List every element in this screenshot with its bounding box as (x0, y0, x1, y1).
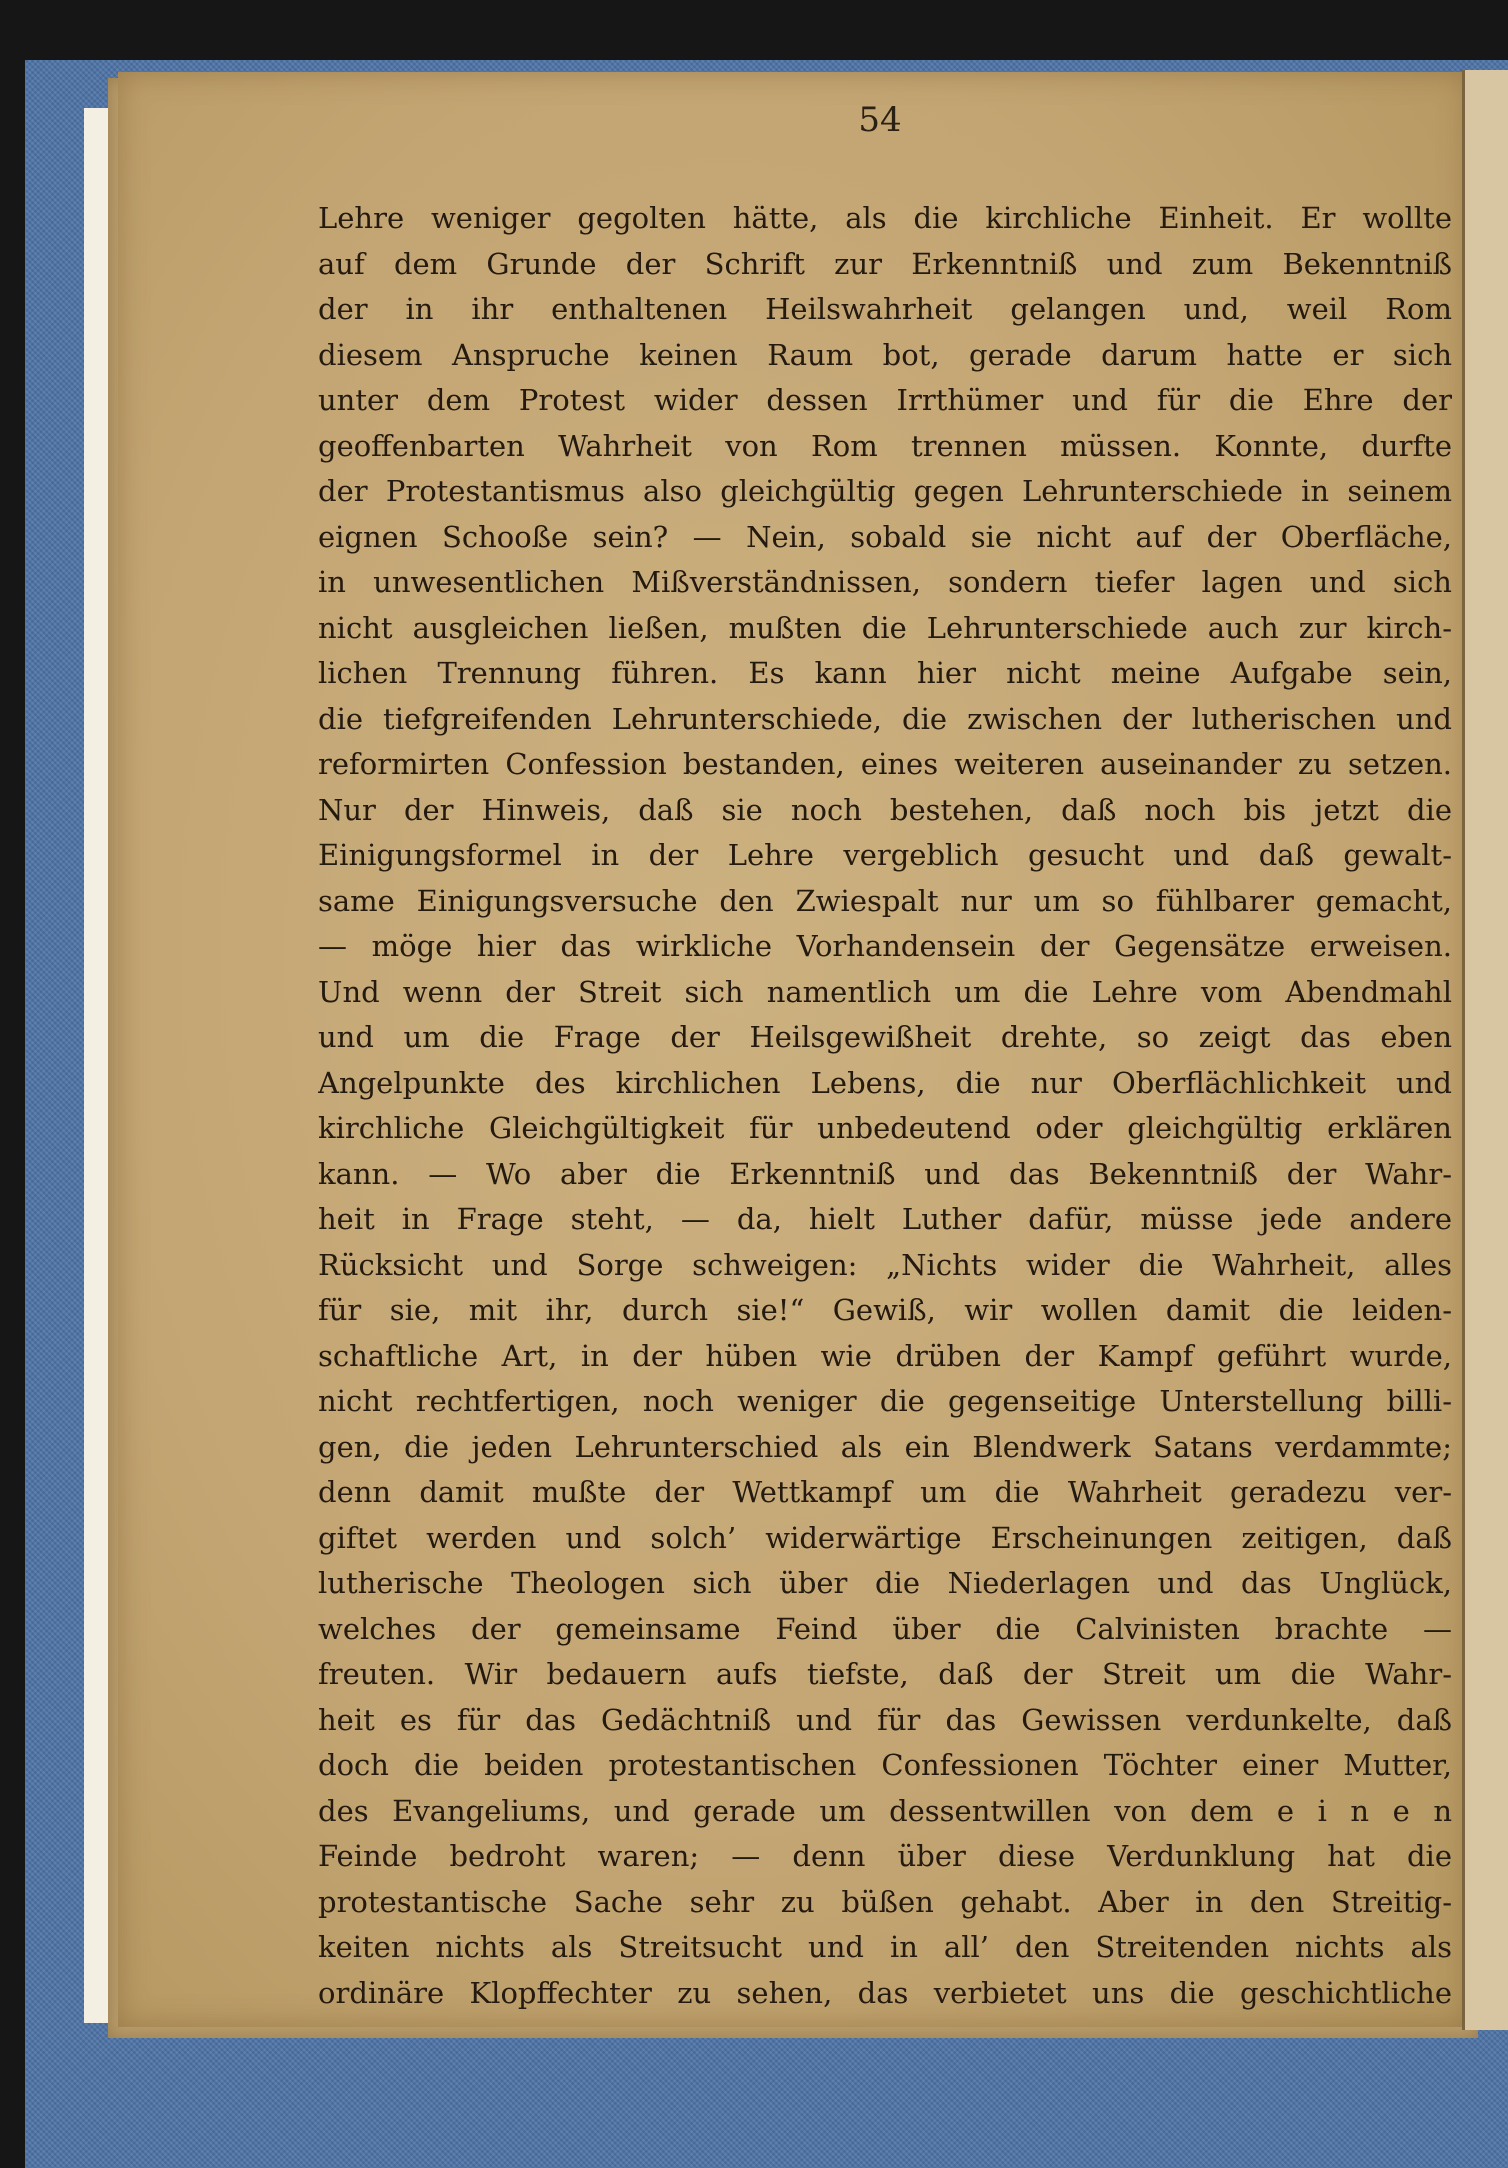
text-line: heit in Frage steht, — da, hielt Luther dafür, müsse jede andere (318, 1202, 1452, 1236)
text-line: — möge hier das wirkliche Vorhandensein der Gegensätze erweisen. (318, 929, 1452, 963)
text-line: Und wenn der Streit sich namentlich um die Lehre vom Abendmahl (318, 974, 1452, 1009)
text-line: Rücksicht und Sorge schweigen: „Nichts wider die Wahrheit, alles (318, 1247, 1452, 1282)
text-line: auf dem Grunde der Schrift zur Erkenntniß und zum Bekenntniß (318, 246, 1452, 281)
facing-page-edge (1462, 70, 1508, 2030)
body-text (318, 196, 1452, 2016)
text-line: der in ihr enthaltenen Heilswahrheit gelangen und, weil Rom (318, 292, 1452, 326)
text-line: same Einigungsversuche den Zwiespalt nur um so fühlbarer gemacht, (318, 883, 1452, 918)
text-line: welches der gemeinsame Feind über die Calvinisten brachte — (318, 1611, 1452, 1646)
text-line: eignen Schooße sein? — Nein, sobald sie nicht auf der Oberfläche, (318, 519, 1452, 554)
text-line: protestantische Sache sehr zu büßen gehabt. Aber in den Streitig- (318, 1884, 1452, 1919)
text-line: reformirten Confession bestanden, eines weiteren auseinander zu setzen. (318, 747, 1452, 781)
text-line: Angelpunkte des kirchlichen Lebens, die nur Oberflächlichkeit und (318, 1065, 1452, 1100)
text-line: giftet werden und solch’ widerwärtige Erscheinungen zeitigen, daß (318, 1520, 1452, 1555)
text-line: gen, die jeden Lehrunterschied als ein Blendwerk Satans verdammte; (318, 1429, 1452, 1464)
text-line: freuten. Wir bedauern aufs tiefste, daß der Streit um die Wahr- (318, 1657, 1452, 1691)
text-line: und um die Frage der Heilsgewißheit drehte, so zeigt das eben (318, 1020, 1452, 1054)
text-line: kann. — Wo aber die Erkenntniß und das Bekenntniß der Wahr- (318, 1156, 1452, 1191)
text-line: geoffenbarten Wahrheit von Rom trennen müssen. Konnte, durfte (318, 428, 1452, 463)
text-line: denn damit mußte der Wettkampf um die Wahrheit geradezu ver- (318, 1475, 1452, 1509)
text-line: heit es für das Gedächtniß und für das Gewissen verdunkelte, daß (318, 1702, 1452, 1737)
text-line: diesem Anspruche keinen Raum bot, gerade darum hatte er sich (318, 337, 1452, 372)
text-line: kirchliche Gleichgültigkeit für unbedeutend oder gleichgültig erklären (318, 1111, 1452, 1145)
text-line: Feinde bedroht waren; — denn über diese Verdunklung hat die (318, 1839, 1452, 1873)
text-line: in unwesentlichen Mißverständnissen, sondern tiefer lagen und sich (318, 565, 1452, 599)
text-line: unter dem Protest wider dessen Irrthümer und für die Ehre der (318, 383, 1452, 417)
text-line: keiten nichts als Streitsucht und in all’ den Streitenden nichts als (318, 1930, 1452, 1964)
text-line: lichen Trennung führen. Es kann hier nicht meine Aufgabe sein, (318, 656, 1452, 690)
text-line: Nur der Hinweis, daß sie noch bestehen, daß noch bis jetzt die (318, 792, 1452, 827)
text-line: der Protestantismus also gleichgültig gegen Lehrunterschiede in seinem (318, 474, 1452, 508)
text-line: Lehre weniger gegolten hätte, als die kirchliche Einheit. Er wollte (318, 201, 1452, 235)
page-number: 54 (858, 100, 902, 140)
text-line: lutherische Theologen sich über die Niederlagen und das Unglück, (318, 1566, 1452, 1600)
text-line: Einigungsformel in der Lehre vergeblich gesucht und daß gewalt- (318, 838, 1452, 872)
text-line: doch die beiden protestantischen Confessionen Töchter einer Mutter, (318, 1748, 1452, 1782)
text-line: schaftliche Art, in der hüben wie drüben der Kampf geführt wurde, (318, 1338, 1452, 1373)
text-line: die tiefgreifenden Lehrunterschiede, die zwischen der lutherischen und (318, 701, 1452, 736)
text-line: nicht ausgleichen ließen, mußten die Lehrunterschiede auch zur kirch- (318, 610, 1452, 645)
text-line: ordinäre Klopffechter zu sehen, das verbietet uns die geschichtliche (318, 1975, 1452, 2010)
text-line: nicht rechtfertigen, noch weniger die gegenseitige Unterstellung billi- (318, 1384, 1452, 1418)
text-line: für sie, mit ihr, durch sie!“ Gewiß, wir wollen damit die leiden- (318, 1293, 1452, 1327)
text-line: des Evangeliums, und gerade um dessentwillen von dem e i n e n (318, 1793, 1452, 1828)
